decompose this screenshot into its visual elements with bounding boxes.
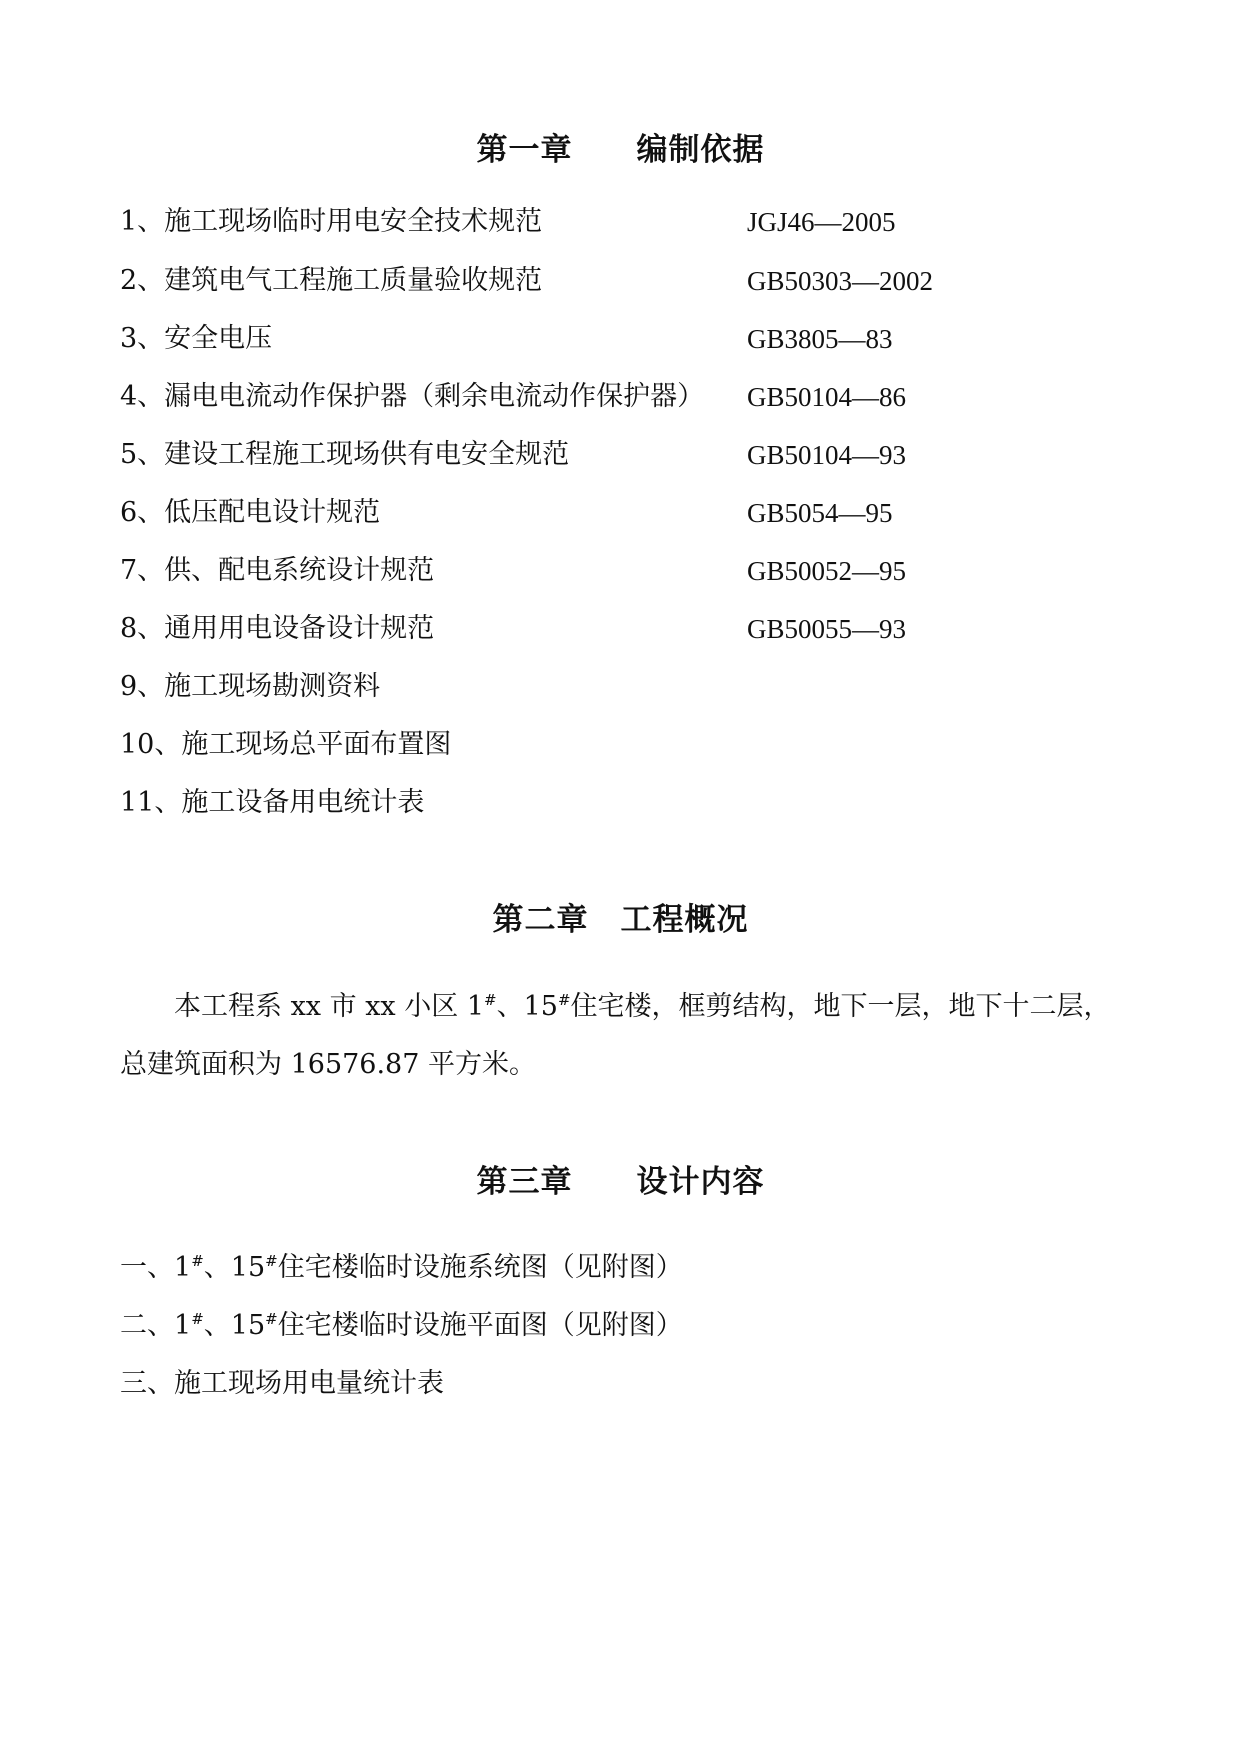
paragraph-text: 本工程系 xx 市 xx 小区 1 [120, 991, 484, 1022]
item-label: 3、安全电压 [120, 323, 273, 354]
list-item [120, 202, 1130, 242]
item-text: 住宅楼临时设施平面图（见附图） [277, 1310, 683, 1341]
unit-mark: # [484, 991, 497, 1009]
item-text: 、15 [203, 1310, 266, 1341]
chapter-1-title: 第一章 编制依据 [476, 132, 765, 168]
list-item [120, 725, 1130, 765]
unit-mark: # [265, 1310, 278, 1328]
list-item [120, 783, 1130, 823]
unit-mark: # [191, 1310, 204, 1328]
item-text: 二、1 [120, 1310, 192, 1341]
paragraph-text: 、15 [496, 991, 558, 1022]
item-label: 7、供、配电系统设计规范 [120, 555, 435, 586]
chapter-3-title: 第三章 设计内容 [476, 1164, 765, 1200]
list-item [120, 609, 1130, 649]
list-item [120, 1248, 1135, 1288]
item-code: GB50303—2002 [747, 266, 934, 296]
list-item [120, 1306, 1135, 1346]
item-label: 10、施工现场总平面布置图 [120, 729, 452, 760]
item-label: 11、施工设备用电统计表 [120, 787, 425, 818]
list-item [120, 493, 1130, 533]
overview-paragraph-line-2: 总建筑面积为 16576.87 平方米。 [120, 1049, 536, 1080]
item-label: 9、施工现场勘测资料 [120, 671, 381, 702]
item-code: GB50104—86 [747, 382, 907, 412]
list-item [120, 667, 1130, 707]
list-item [120, 319, 1130, 359]
chapter-2-title: 第二章 工程概况 [492, 902, 749, 938]
item-code: GB50055—93 [747, 614, 907, 644]
overview-paragraph-line-1 [120, 987, 1135, 1027]
unit-mark: # [265, 1252, 278, 1270]
item-text: 住宅楼临时设施系统图（见附图） [277, 1252, 683, 1283]
unit-mark: # [191, 1252, 204, 1270]
item-code: GB50104—93 [747, 440, 907, 470]
item-code: GB5054—95 [747, 498, 893, 528]
item-label: 2、建筑电气工程施工质量验收规范 [120, 265, 543, 296]
item-text: 、15 [203, 1252, 266, 1283]
item-label: 5、建设工程施工现场供有电安全规范 [120, 439, 570, 470]
item-label: 4、漏电电流动作保护器（剩余电流动作保护器） [120, 381, 705, 412]
item-label: 6、低压配电设计规范 [120, 497, 381, 528]
item-text: 三、施工现场用电量统计表 [120, 1368, 444, 1399]
item-code: GB50052—95 [747, 556, 907, 586]
list-item [120, 1364, 1135, 1404]
paragraph-text: 住宅楼，框剪结构，地下一层，地下十二层， [570, 991, 1111, 1022]
item-label: 8、通用用电设备设计规范 [120, 613, 435, 644]
list-item [120, 435, 1130, 475]
item-text: 一、1 [120, 1252, 192, 1283]
item-label: 1、施工现场临时用电安全技术规范 [120, 206, 543, 237]
list-item [120, 377, 1130, 417]
item-code: GB3805—83 [747, 324, 893, 354]
list-item [120, 551, 1130, 591]
item-code: JGJ46—2005 [747, 207, 896, 237]
unit-mark: # [557, 991, 571, 1009]
list-item [120, 261, 1130, 301]
